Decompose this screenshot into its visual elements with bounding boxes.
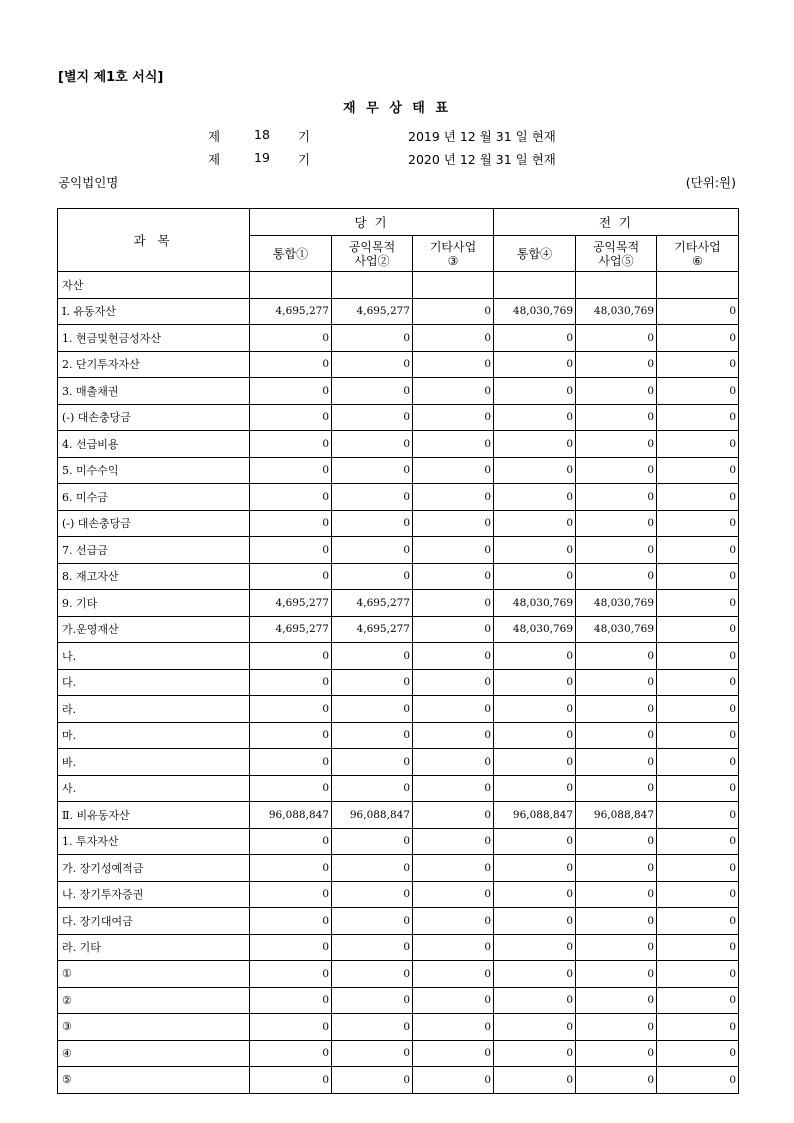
previous-total-cell: 48,030,769: [494, 298, 576, 325]
account-label: 6. 미수금: [58, 484, 250, 511]
previous-other-business-cell: 0: [657, 1040, 739, 1067]
previous-public-purpose-cell: 0: [576, 431, 657, 458]
account-label: 2. 단기투자자산: [58, 351, 250, 378]
table-row: [58, 934, 739, 961]
previous-total-cell: 0: [494, 775, 576, 802]
account-label: 라. 기타: [58, 934, 250, 961]
period-number: 19: [254, 150, 270, 165]
previous-total-cell: 0: [494, 722, 576, 749]
previous-public-purpose-cell: 0: [576, 696, 657, 723]
previous-total-cell: 0: [494, 696, 576, 723]
previous-total-cell: 0: [494, 1067, 576, 1094]
current-other-business-cell: 0: [413, 775, 494, 802]
table-row: [58, 775, 739, 802]
current-total-cell: 0: [250, 961, 332, 988]
header-line: 사업⑤: [598, 253, 634, 268]
previous-other-business-cell: 0: [657, 431, 739, 458]
previous-total-cell: 0: [494, 961, 576, 988]
previous-public-purpose-cell: 96,088,847: [576, 802, 657, 829]
current-public-purpose-header: [332, 236, 413, 272]
previous-other-business-cell: 0: [657, 590, 739, 617]
account-label: 바.: [58, 749, 250, 776]
current-other-business-cell: 0: [413, 722, 494, 749]
current-other-business-cell: 0: [413, 643, 494, 670]
previous-other-business-cell: 0: [657, 749, 739, 776]
table-row: [58, 696, 739, 723]
period-date: 2020 년 12 월 31 일 현재: [408, 152, 556, 167]
previous-other-business-header: [657, 236, 739, 272]
current-other-business-cell: 0: [413, 431, 494, 458]
table-row: [58, 669, 739, 696]
current-other-business-cell: 0: [413, 563, 494, 590]
account-label: 5. 미수수익: [58, 457, 250, 484]
current-other-business-cell: 0: [413, 881, 494, 908]
account-label: Ⅱ. 비유동자산: [58, 802, 250, 829]
current-total-cell: [250, 272, 332, 299]
current-total-cell: 4,695,277: [250, 298, 332, 325]
current-other-business-cell: 0: [413, 351, 494, 378]
table-row: [58, 484, 739, 511]
previous-period-header: 전 기: [494, 209, 739, 236]
current-total-cell: 0: [250, 934, 332, 961]
previous-other-business-cell: 0: [657, 404, 739, 431]
table-row: [58, 325, 739, 352]
current-total-cell: 0: [250, 828, 332, 855]
header-line: 통합①: [272, 246, 309, 261]
previous-other-business-cell: 0: [657, 510, 739, 537]
previous-total-cell: 0: [494, 457, 576, 484]
previous-total-cell: 0: [494, 934, 576, 961]
current-public-purpose-cell: 0: [332, 1014, 413, 1041]
previous-public-purpose-cell: 0: [576, 563, 657, 590]
previous-other-business-cell: 0: [657, 696, 739, 723]
current-total-cell: 0: [250, 643, 332, 670]
previous-other-business-cell: 0: [657, 616, 739, 643]
current-total-cell: 0: [250, 378, 332, 405]
current-total-cell: 0: [250, 431, 332, 458]
current-public-purpose-cell: 0: [332, 855, 413, 882]
account-label: 사.: [58, 775, 250, 802]
current-other-business-cell: 0: [413, 1067, 494, 1094]
previous-other-business-cell: 0: [657, 563, 739, 590]
previous-total-cell: 0: [494, 510, 576, 537]
previous-total-cell: 0: [494, 404, 576, 431]
account-label: 1. 투자자산: [58, 828, 250, 855]
table-row: [58, 298, 739, 325]
account-label: 가.운영재산: [58, 616, 250, 643]
table-row: [58, 510, 739, 537]
previous-total-header: [494, 236, 576, 272]
table-row: [58, 1040, 739, 1067]
previous-total-cell: 0: [494, 828, 576, 855]
previous-other-business-cell: 0: [657, 934, 739, 961]
current-period-header: 당 기: [250, 209, 494, 236]
current-total-cell: 0: [250, 510, 332, 537]
current-total-cell: 4,695,277: [250, 590, 332, 617]
header-line: 공익목적: [592, 239, 640, 254]
current-other-business-cell: 0: [413, 1014, 494, 1041]
current-public-purpose-cell: 0: [332, 563, 413, 590]
previous-total-cell: [494, 272, 576, 299]
current-public-purpose-cell: 96,088,847: [332, 802, 413, 829]
previous-total-cell: 0: [494, 1040, 576, 1067]
current-public-purpose-cell: 4,695,277: [332, 590, 413, 617]
table-row: [58, 1014, 739, 1041]
current-public-purpose-cell: 0: [332, 1067, 413, 1094]
previous-other-business-cell: 0: [657, 669, 739, 696]
table-row: [58, 404, 739, 431]
previous-public-purpose-header: [576, 236, 657, 272]
previous-other-business-cell: 0: [657, 1067, 739, 1094]
current-public-purpose-cell: 0: [332, 669, 413, 696]
current-total-cell: 0: [250, 722, 332, 749]
previous-other-business-cell: 0: [657, 802, 739, 829]
account-label: ②: [58, 987, 250, 1014]
current-other-business-cell: 0: [413, 855, 494, 882]
document-title: 재 무 상 태 표: [343, 101, 451, 116]
previous-total-cell: 0: [494, 908, 576, 935]
previous-other-business-cell: 0: [657, 378, 739, 405]
previous-other-business-cell: 0: [657, 908, 739, 935]
current-public-purpose-cell: 0: [332, 431, 413, 458]
account-label: ①: [58, 961, 250, 988]
previous-public-purpose-cell: 0: [576, 643, 657, 670]
previous-public-purpose-cell: 0: [576, 537, 657, 564]
previous-public-purpose-cell: 0: [576, 484, 657, 511]
current-public-purpose-cell: 0: [332, 828, 413, 855]
table-row: [58, 1067, 739, 1094]
account-label: ④: [58, 1040, 250, 1067]
current-public-purpose-cell: 0: [332, 325, 413, 352]
period-je: 제: [208, 152, 221, 167]
table-row: [58, 431, 739, 458]
previous-public-purpose-cell: 0: [576, 908, 657, 935]
previous-total-cell: 48,030,769: [494, 590, 576, 617]
account-label: 1. 현금및현금성자산: [58, 325, 250, 352]
table-row: [58, 881, 739, 908]
previous-other-business-cell: 0: [657, 961, 739, 988]
current-public-purpose-cell: [332, 272, 413, 299]
period-gi: 기: [298, 129, 311, 144]
current-other-business-cell: 0: [413, 669, 494, 696]
previous-other-business-cell: 0: [657, 775, 739, 802]
current-total-cell: 0: [250, 881, 332, 908]
table-row: [58, 563, 739, 590]
header-line: 기타사업: [674, 239, 721, 254]
header-line: 통합④: [516, 246, 553, 261]
account-label: ⑤: [58, 1067, 250, 1094]
previous-total-cell: 0: [494, 378, 576, 405]
current-other-business-cell: 0: [413, 934, 494, 961]
current-other-business-cell: 0: [413, 908, 494, 935]
previous-total-cell: 0: [494, 987, 576, 1014]
previous-total-cell: 0: [494, 431, 576, 458]
previous-total-cell: 0: [494, 325, 576, 352]
previous-public-purpose-cell: 0: [576, 749, 657, 776]
current-total-cell: 0: [250, 1067, 332, 1094]
current-public-purpose-cell: 0: [332, 351, 413, 378]
current-public-purpose-cell: 0: [332, 378, 413, 405]
previous-total-cell: 0: [494, 881, 576, 908]
table-row: [58, 537, 739, 564]
previous-public-purpose-cell: 0: [576, 1040, 657, 1067]
previous-other-business-cell: 0: [657, 298, 739, 325]
current-total-cell: 0: [250, 775, 332, 802]
current-other-business-cell: 0: [413, 484, 494, 511]
current-total-cell: 0: [250, 855, 332, 882]
previous-public-purpose-cell: 48,030,769: [576, 616, 657, 643]
current-total-header: [250, 236, 332, 272]
current-public-purpose-cell: 0: [332, 510, 413, 537]
current-other-business-cell: 0: [413, 298, 494, 325]
current-other-business-cell: 0: [413, 749, 494, 776]
account-label: (-) 대손충당금: [58, 404, 250, 431]
previous-other-business-cell: 0: [657, 643, 739, 670]
previous-other-business-cell: 0: [657, 1014, 739, 1041]
table-row: [58, 616, 739, 643]
previous-other-business-cell: 0: [657, 325, 739, 352]
unit-label: (단위:원): [685, 175, 736, 190]
current-other-business-cell: 0: [413, 828, 494, 855]
current-public-purpose-cell: 0: [332, 775, 413, 802]
previous-other-business-cell: 0: [657, 484, 739, 511]
previous-other-business-cell: 0: [657, 722, 739, 749]
table-row: [58, 457, 739, 484]
current-total-cell: 0: [250, 537, 332, 564]
current-other-business-cell: 0: [413, 696, 494, 723]
previous-public-purpose-cell: [576, 272, 657, 299]
account-label: 나.: [58, 643, 250, 670]
current-public-purpose-cell: 0: [332, 404, 413, 431]
current-public-purpose-cell: 0: [332, 881, 413, 908]
current-total-cell: 0: [250, 325, 332, 352]
current-total-cell: 96,088,847: [250, 802, 332, 829]
current-public-purpose-cell: 0: [332, 484, 413, 511]
table-row: [58, 855, 739, 882]
previous-public-purpose-cell: 0: [576, 1067, 657, 1094]
period-gi: 기: [298, 152, 311, 167]
current-other-business-cell: 0: [413, 378, 494, 405]
subject-header: 과 목: [58, 209, 250, 272]
current-total-cell: 0: [250, 351, 332, 378]
period-number: 18: [254, 127, 270, 142]
header-line: 기타사업: [429, 239, 477, 254]
previous-public-purpose-cell: 0: [576, 934, 657, 961]
current-total-cell: 0: [250, 1040, 332, 1067]
table-row: [58, 961, 739, 988]
account-label: 마.: [58, 722, 250, 749]
previous-total-cell: 0: [494, 855, 576, 882]
account-label: 나. 장기투자증권: [58, 881, 250, 908]
organization-name-label: 공익법인명: [58, 175, 119, 190]
current-public-purpose-cell: 0: [332, 961, 413, 988]
current-public-purpose-cell: 0: [332, 934, 413, 961]
previous-public-purpose-cell: 0: [576, 1014, 657, 1041]
current-public-purpose-cell: 0: [332, 457, 413, 484]
current-other-business-cell: 0: [413, 537, 494, 564]
previous-total-cell: 0: [494, 643, 576, 670]
current-public-purpose-cell: 0: [332, 722, 413, 749]
current-other-business-header: [413, 236, 494, 272]
current-total-cell: 0: [250, 749, 332, 776]
previous-public-purpose-cell: 0: [576, 378, 657, 405]
account-label: 다.: [58, 669, 250, 696]
current-total-cell: 0: [250, 908, 332, 935]
previous-public-purpose-cell: 0: [576, 775, 657, 802]
current-other-business-cell: 0: [413, 961, 494, 988]
current-total-cell: 0: [250, 563, 332, 590]
account-label: 9. 기타: [58, 590, 250, 617]
previous-public-purpose-cell: 0: [576, 351, 657, 378]
previous-other-business-cell: 0: [657, 351, 739, 378]
previous-public-purpose-cell: 48,030,769: [576, 298, 657, 325]
table-row: [58, 749, 739, 776]
table-row: [58, 272, 739, 299]
previous-public-purpose-cell: 0: [576, 510, 657, 537]
previous-total-cell: 0: [494, 537, 576, 564]
account-label: 가. 장기성예적금: [58, 855, 250, 882]
current-public-purpose-cell: 0: [332, 749, 413, 776]
previous-public-purpose-cell: 0: [576, 881, 657, 908]
previous-total-cell: 0: [494, 749, 576, 776]
current-public-purpose-cell: 0: [332, 537, 413, 564]
previous-other-business-cell: 0: [657, 855, 739, 882]
account-label: 8. 재고자산: [58, 563, 250, 590]
period-date: 2019 년 12 월 31 일 현재: [408, 129, 556, 144]
previous-total-cell: 0: [494, 669, 576, 696]
account-label: 7. 선급금: [58, 537, 250, 564]
previous-other-business-cell: 0: [657, 457, 739, 484]
header-line: ③: [447, 253, 459, 268]
current-other-business-cell: 0: [413, 325, 494, 352]
account-label: 다. 장기대여금: [58, 908, 250, 935]
current-public-purpose-cell: 0: [332, 696, 413, 723]
previous-other-business-cell: [657, 272, 739, 299]
header-line: 사업②: [354, 253, 390, 268]
previous-other-business-cell: 0: [657, 881, 739, 908]
current-other-business-cell: 0: [413, 616, 494, 643]
current-public-purpose-cell: 4,695,277: [332, 298, 413, 325]
current-other-business-cell: 0: [413, 590, 494, 617]
previous-other-business-cell: 0: [657, 987, 739, 1014]
previous-public-purpose-cell: 0: [576, 828, 657, 855]
period-line-18: [0, 127, 794, 147]
form-tag: [별지 제1호 서식]: [58, 70, 164, 85]
current-public-purpose-cell: 0: [332, 643, 413, 670]
previous-total-cell: 96,088,847: [494, 802, 576, 829]
current-other-business-cell: 0: [413, 510, 494, 537]
previous-public-purpose-cell: 48,030,769: [576, 590, 657, 617]
current-total-cell: 0: [250, 669, 332, 696]
account-label: 4. 선급비용: [58, 431, 250, 458]
account-label: 3. 매출채권: [58, 378, 250, 405]
current-public-purpose-cell: 4,695,277: [332, 616, 413, 643]
previous-public-purpose-cell: 0: [576, 855, 657, 882]
previous-other-business-cell: 0: [657, 828, 739, 855]
current-total-cell: 0: [250, 1014, 332, 1041]
current-total-cell: 0: [250, 987, 332, 1014]
previous-public-purpose-cell: 0: [576, 722, 657, 749]
current-total-cell: 4,695,277: [250, 616, 332, 643]
current-public-purpose-cell: 0: [332, 908, 413, 935]
current-other-business-cell: 0: [413, 1040, 494, 1067]
account-label: 라.: [58, 696, 250, 723]
previous-public-purpose-cell: 0: [576, 961, 657, 988]
previous-total-cell: 48,030,769: [494, 616, 576, 643]
balance-sheet-table: [57, 208, 739, 1094]
account-label: Ⅰ. 유동자산: [58, 298, 250, 325]
previous-total-cell: 0: [494, 563, 576, 590]
table-row: [58, 908, 739, 935]
current-total-cell: 0: [250, 457, 332, 484]
current-total-cell: 0: [250, 696, 332, 723]
table-row: [58, 802, 739, 829]
current-other-business-cell: 0: [413, 404, 494, 431]
current-other-business-cell: 0: [413, 802, 494, 829]
table-row: [58, 722, 739, 749]
current-total-cell: 0: [250, 404, 332, 431]
table-row: [58, 643, 739, 670]
current-other-business-cell: [413, 272, 494, 299]
current-other-business-cell: 0: [413, 457, 494, 484]
previous-public-purpose-cell: 0: [576, 669, 657, 696]
account-label: ③: [58, 1014, 250, 1041]
account-label: (-) 대손충당금: [58, 510, 250, 537]
current-total-cell: 0: [250, 484, 332, 511]
header-line: ⑥: [692, 253, 703, 268]
period-line-19: [0, 150, 794, 170]
table-row: [58, 351, 739, 378]
table-row: [58, 828, 739, 855]
period-je: 제: [208, 129, 221, 144]
header-line: 공익목적: [348, 239, 396, 254]
current-other-business-cell: 0: [413, 987, 494, 1014]
table-row: [58, 590, 739, 617]
previous-total-cell: 0: [494, 1014, 576, 1041]
current-public-purpose-cell: 0: [332, 1040, 413, 1067]
previous-public-purpose-cell: 0: [576, 457, 657, 484]
previous-total-cell: 0: [494, 351, 576, 378]
account-label: 자산: [58, 272, 250, 299]
previous-total-cell: 0: [494, 484, 576, 511]
table-row: [58, 378, 739, 405]
current-public-purpose-cell: 0: [332, 987, 413, 1014]
previous-public-purpose-cell: 0: [576, 325, 657, 352]
table-row: [58, 987, 739, 1014]
previous-public-purpose-cell: 0: [576, 404, 657, 431]
previous-public-purpose-cell: 0: [576, 987, 657, 1014]
previous-other-business-cell: 0: [657, 537, 739, 564]
